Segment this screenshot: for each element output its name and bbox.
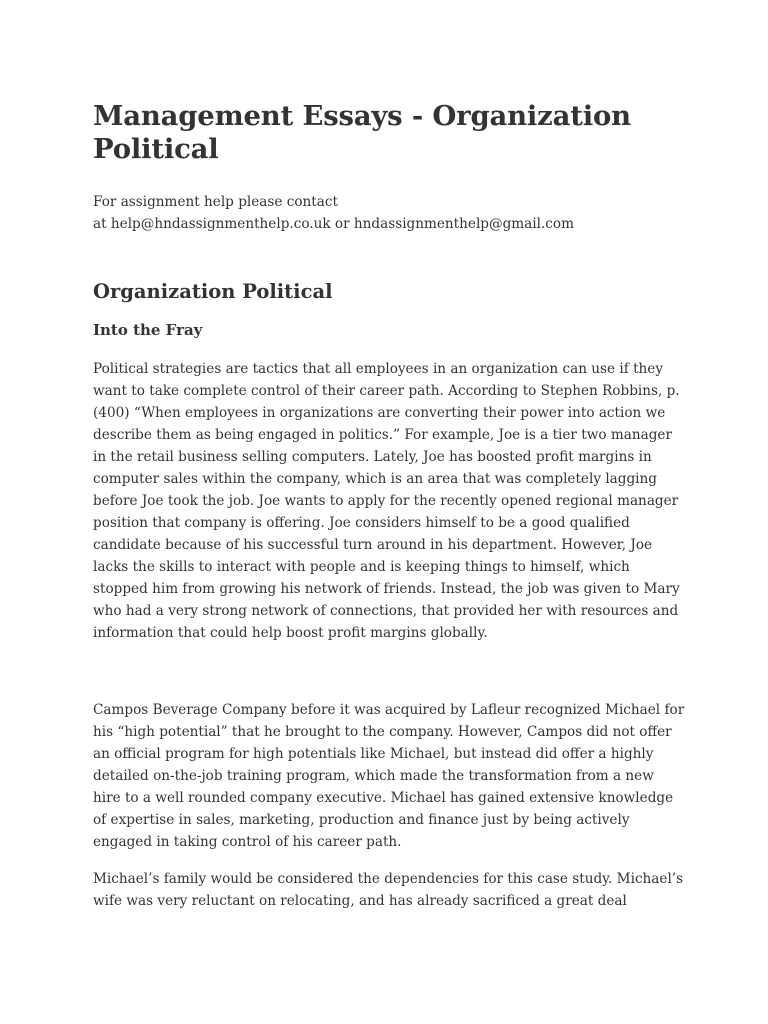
paragraph-line: detailed on-the-job training program, which made the transformation from a new [93,768,654,784]
paragraph-line: computer sales within the company, which is an area that was completely lagging [93,471,657,487]
document-title-line: Management Essays - Organization [93,100,631,132]
paragraph-line: Campos Beverage Company before it was acquired by Lafleur recognized Michael for [93,702,685,718]
body-paragraph [93,868,684,912]
paragraph-line: stopped him from growing his network of friends. Instead, the job was given to Mary [93,581,680,597]
paragraph-line: Michael’s family would be considered the dependencies for this case study. Michael’s [93,871,684,887]
paragraph-line: hire to a well rounded company executive. Michael has gained extensive knowledge [93,790,674,806]
paragraph-line: lacks the skills to interact with people and is keeping things to himself, which [93,559,630,575]
paragraph-line: in the retail business selling computers. Lately, Joe has boosted profit margins in [93,449,652,465]
paragraph-line: (400) “When employees in organizations are converting their power into action we [93,405,666,421]
paragraph-line: position that company is offering. Joe considers himself to be a good qualified [93,515,630,531]
paragraph-line: of expertise in sales, marketing, production and finance just by being actively [93,812,630,828]
body-paragraph [93,699,685,853]
paragraph-line: engaged in taking control of his career path. [93,834,402,850]
body-paragraph [93,358,678,644]
paragraph-line: want to take complete control of their career path. According to Stephen Robbins, p. [93,383,680,399]
paragraph-line: describe them as being engaged in politics.” For example, Joe is a tier two manager [93,427,672,443]
paragraph-line: who had a very strong network of connections, that provided her with resources and [93,603,679,619]
paragraph-line: his “high potential” that he brought to the company. However, Campos did not offer [93,724,672,740]
section-heading: Organization Political [93,280,333,303]
paragraph-line: before Joe took the job. Joe wants to apply for the recently opened regional manager [93,493,679,509]
paragraph-line: an official program for high potentials like Michael, but instead did offer a highly [93,746,654,762]
paragraph-line: information that could help boost profit margins globally. [93,625,488,641]
contact-line: For assignment help please contact [93,194,338,210]
paragraph-line: Political strategies are tactics that all employees in an organization can use if they [93,361,664,377]
contact-info [93,191,678,235]
document-title [93,100,678,166]
document-title-line: Political [93,133,219,165]
document-page [93,100,685,912]
paragraph-line: candidate because of his successful turn around in his department. However, Joe [93,537,653,553]
subheading: Into the Fray [93,321,203,339]
paragraph-line: wife was very reluctant on relocating, and has already sacrificed a great deal [93,893,627,909]
contact-emails: at help@hndassignmenthelp.co.uk or hndassignmenthelp@gmail.com [93,216,574,232]
